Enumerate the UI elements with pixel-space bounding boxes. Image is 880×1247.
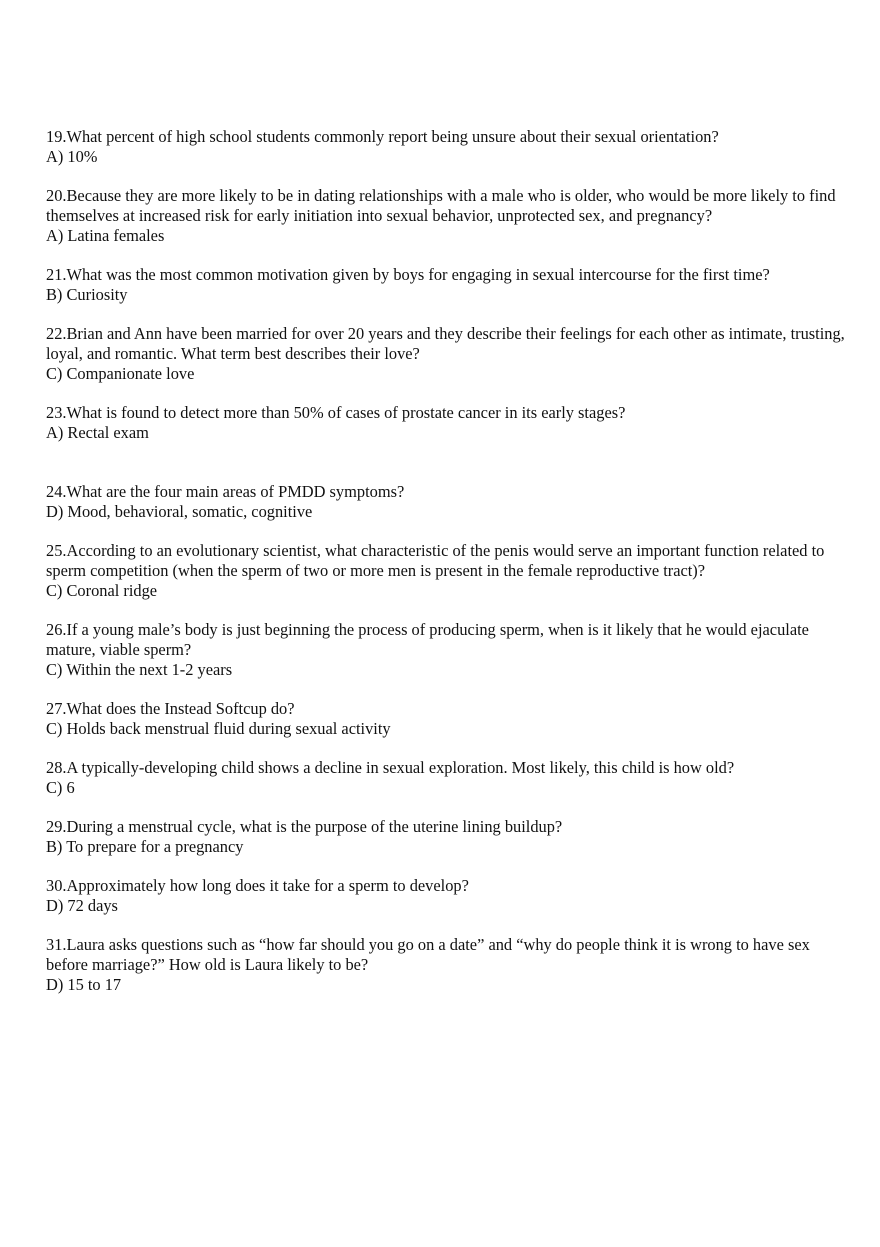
question-item-25	[46, 541, 846, 601]
question-item-24	[46, 482, 846, 522]
question-text: 22.Brian and Ann have been married for over 20 years and they describe their feelings for each other as intimate, trusting, loyal, and romantic. What term best describes their love?	[46, 324, 845, 363]
question-item-27	[46, 699, 846, 739]
question-item-19	[46, 127, 846, 167]
question-text: 23.What is found to detect more than 50% of cases of prostate cancer in its early stages?	[46, 403, 626, 422]
question-text: 31.Laura asks questions such as “how far should you go on a date” and “why do people think it is wrong to have sex before marriage?” How old is Laura likely to be?	[46, 935, 810, 974]
question-item-23	[46, 403, 846, 443]
question-item-20	[46, 186, 846, 246]
question-text: 19.What percent of high school students commonly report being unsure about their sexual orientation?	[46, 127, 719, 146]
answer-text: C) 6	[46, 778, 75, 797]
question-text: 28.A typically-developing child shows a decline in sexual exploration. Most likely, this child is how old?	[46, 758, 735, 777]
answer-text: D) 72 days	[46, 896, 118, 915]
question-text: 30.Approximately how long does it take for a sperm to develop?	[46, 876, 469, 895]
question-item-22	[46, 324, 846, 384]
question-item-30	[46, 876, 846, 916]
question-text: 24.What are the four main areas of PMDD symptoms?	[46, 482, 405, 501]
answer-text: A) Rectal exam	[46, 423, 149, 442]
question-text: 29.During a menstrual cycle, what is the purpose of the uterine lining buildup?	[46, 817, 563, 836]
question-item-21	[46, 265, 846, 305]
question-text: 27.What does the Instead Softcup do?	[46, 699, 295, 718]
answer-text: D) 15 to 17	[46, 975, 122, 994]
question-text: 25.According to an evolutionary scientist, what characteristic of the penis would serve an important function related to sperm competition (when the sperm of two or more men is present in the female reproductive tract)?	[46, 541, 825, 580]
question-list	[46, 127, 846, 1014]
question-item-26	[46, 620, 846, 680]
answer-text: B) Curiosity	[46, 285, 128, 304]
answer-text: A) Latina females	[46, 226, 165, 245]
answer-text: C) Within the next 1-2 years	[46, 660, 233, 679]
answer-text: C) Coronal ridge	[46, 581, 158, 600]
question-item-28	[46, 758, 846, 798]
question-text: 20.Because they are more likely to be in dating relationships with a male who is older, who would be more likely to find themselves at increased risk for early initiation into sexual behavior, unprotected sex, and pregnancy?	[46, 186, 836, 225]
question-item-31	[46, 935, 846, 995]
answer-text: C) Holds back menstrual fluid during sexual activity	[46, 719, 391, 738]
answer-text: D) Mood, behavioral, somatic, cognitive	[46, 502, 313, 521]
question-text: 26.If a young male’s body is just beginning the process of producing sperm, when is it likely that he would ejaculate mature, viable sperm?	[46, 620, 809, 659]
answer-text: B) To prepare for a pregnancy	[46, 837, 244, 856]
answer-text: C) Companionate love	[46, 364, 195, 383]
question-text: 21.What was the most common motivation given by boys for engaging in sexual intercourse for the first time?	[46, 265, 770, 284]
question-item-29	[46, 817, 846, 857]
answer-text: A) 10%	[46, 147, 98, 166]
